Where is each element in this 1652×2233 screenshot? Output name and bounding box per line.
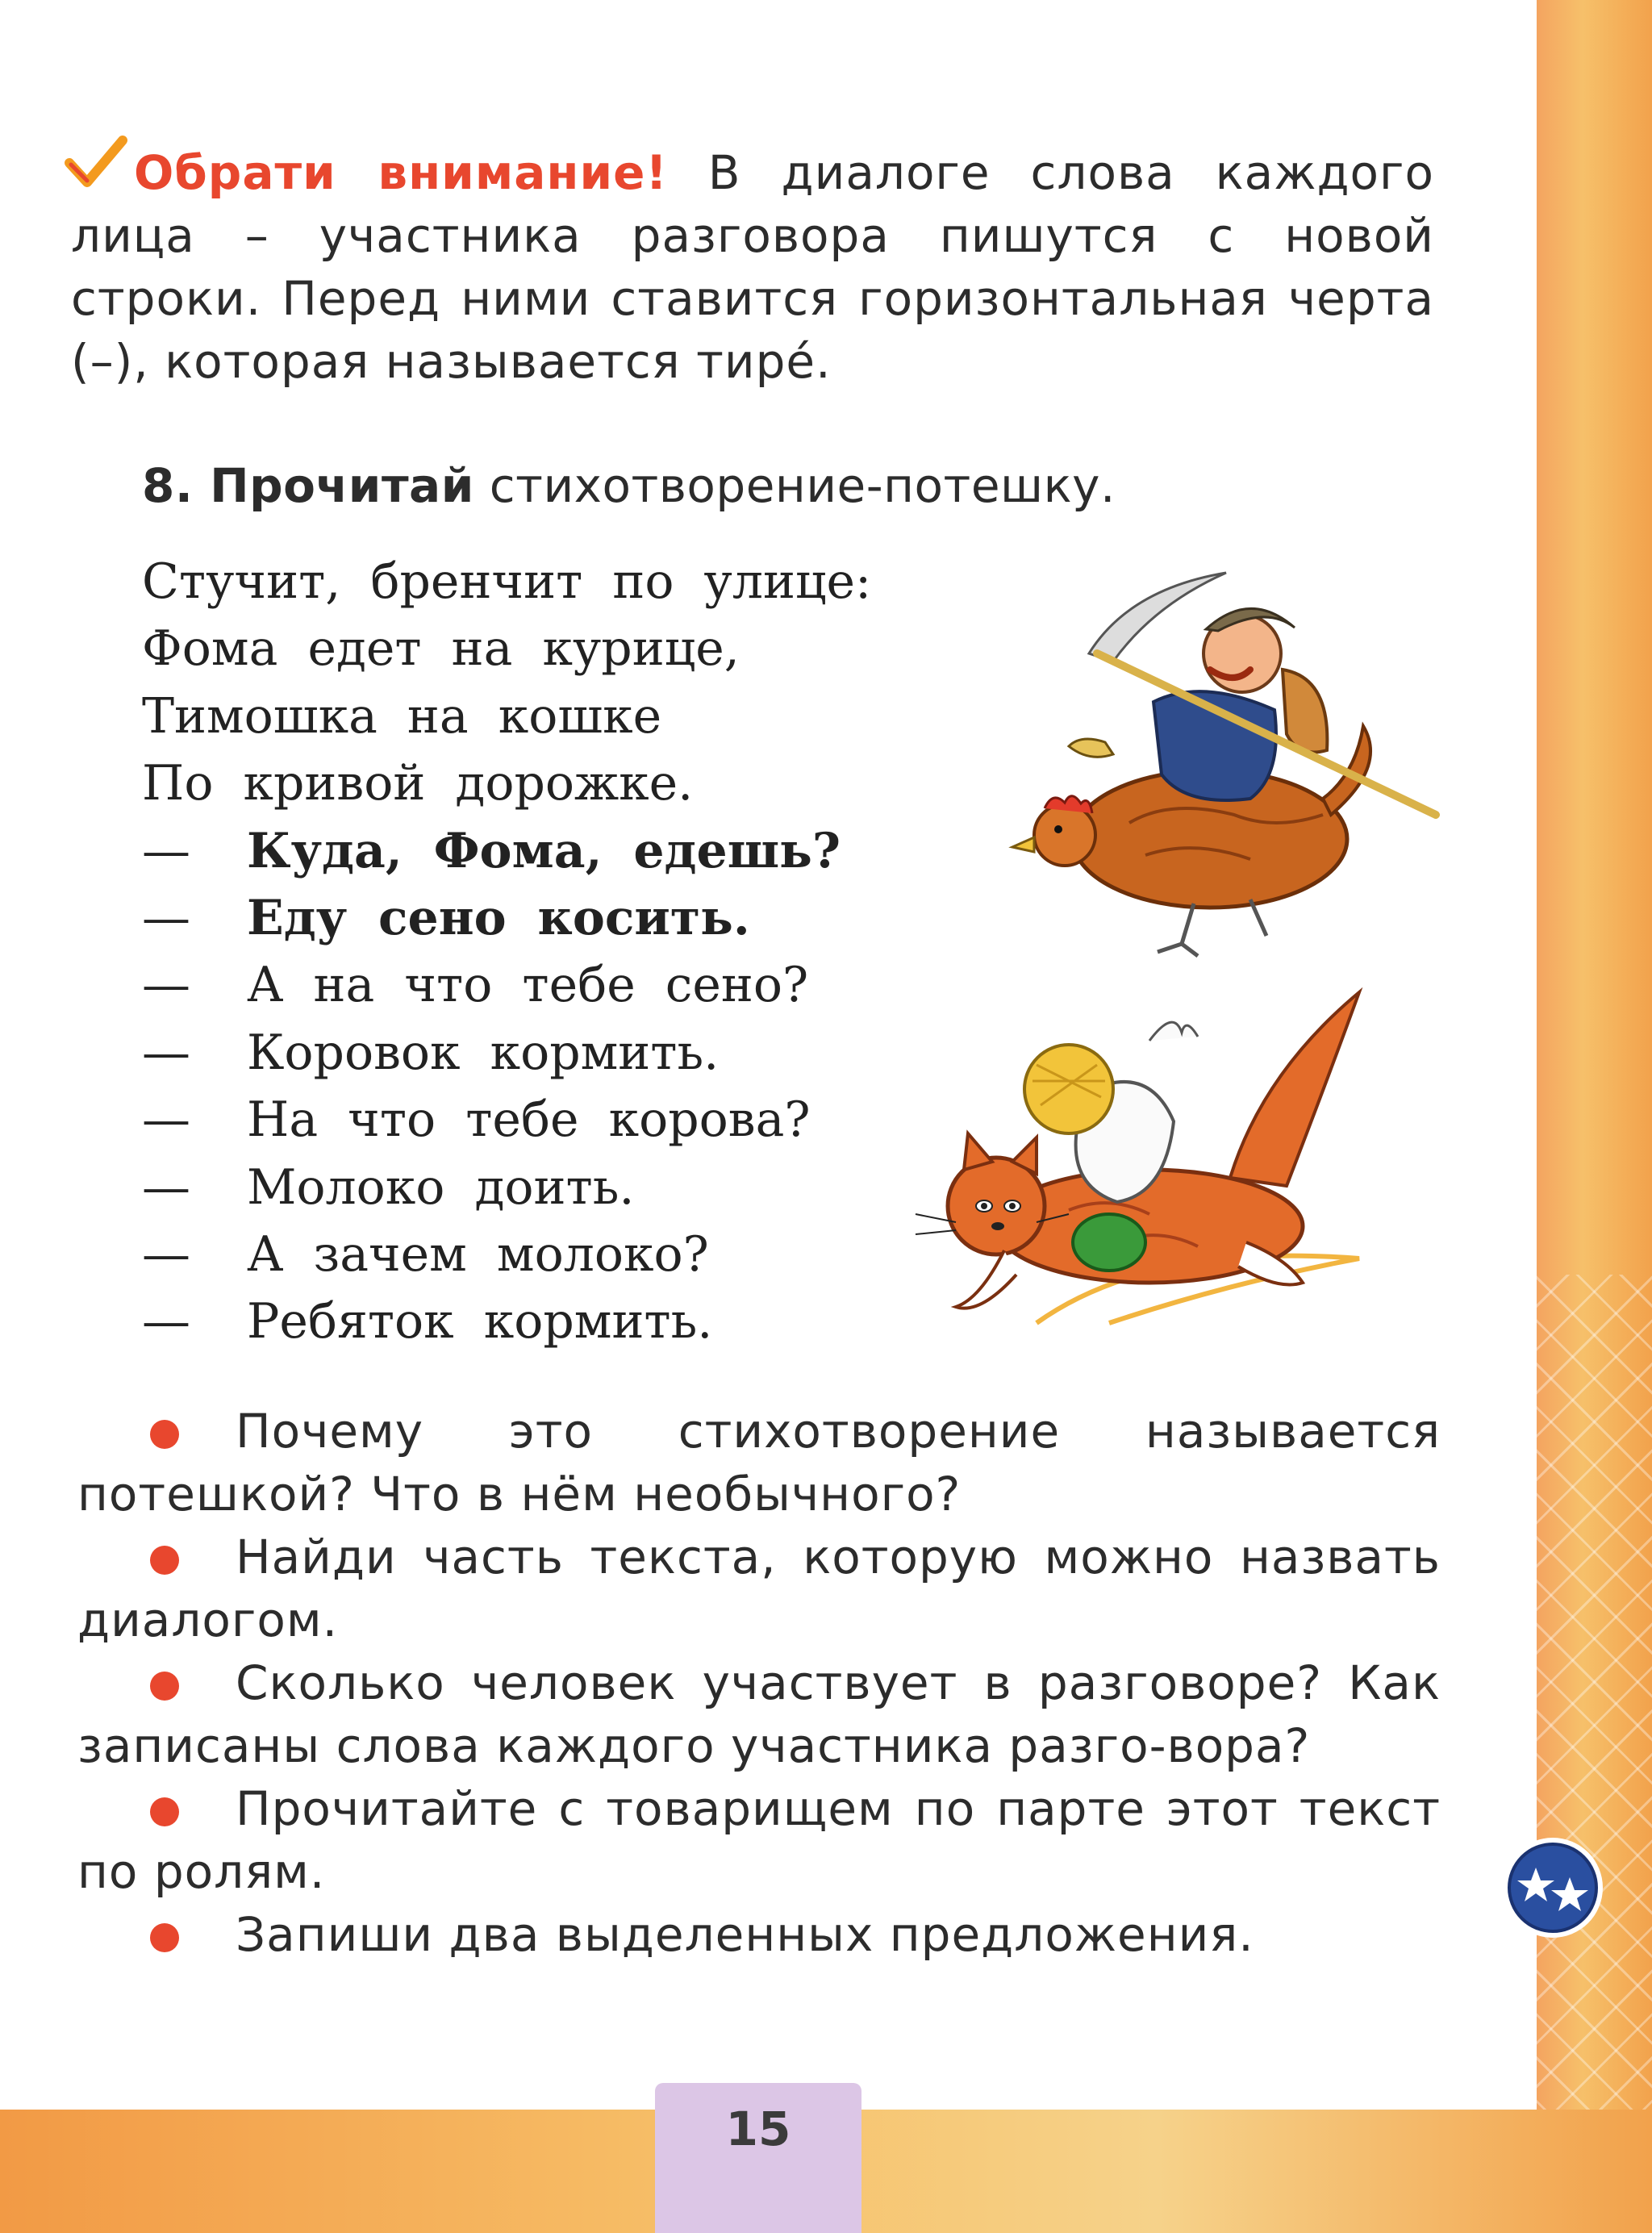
- timoshka-on-cat-illustration: [907, 976, 1375, 1347]
- questions-list: [77, 1400, 1441, 1966]
- poem: [142, 549, 871, 1356]
- dialog-line: [142, 1221, 871, 1288]
- question-item: [77, 1526, 1441, 1651]
- question-text: Найди часть текста, которую можно назвать диалогом.: [77, 1530, 1441, 1647]
- page-number: 15: [725, 2102, 791, 2156]
- red-bullet-icon: [150, 1923, 179, 1952]
- question-text: Запиши два выделенных предложения.: [236, 1907, 1254, 1962]
- dialog-text: Молоко доить.: [247, 1158, 635, 1216]
- dialog-text: Коровок кормить.: [247, 1024, 720, 1081]
- dialog-dash: —: [142, 1293, 190, 1350]
- dialog-text-highlighted: Еду сено косить.: [247, 889, 750, 946]
- dialog-text-highlighted: Куда, Фома, едешь?: [247, 822, 841, 879]
- question-item: [77, 1400, 1441, 1526]
- red-bullet-icon: [150, 1546, 179, 1575]
- dialog-line: [142, 885, 871, 952]
- notice-title: Обрати внимание!: [134, 145, 668, 200]
- red-bullet-icon: [150, 1797, 179, 1826]
- poem-line: По кривой дорожке.: [142, 755, 694, 812]
- dialog-line: [142, 1020, 871, 1087]
- question-text: Почему это стихотворение называется потешкой? Что в нём необычного?: [77, 1404, 1441, 1521]
- dialog-line: [142, 1154, 871, 1221]
- dialog-text: А на что тебе сено?: [247, 957, 809, 1014]
- question-text: Сколько человек участвует в разговоре? Как записаны слова каждого участника разго-вора?: [77, 1655, 1441, 1773]
- dialog-dash: —: [142, 1091, 190, 1149]
- dialog-line: [142, 1087, 871, 1154]
- dialog-line: [142, 1288, 871, 1355]
- task-number-verb: 8. Прочитай: [142, 458, 474, 513]
- dialog-dash: —: [142, 889, 190, 946]
- question-item: [77, 1651, 1441, 1777]
- dialog-line: [142, 818, 871, 885]
- dialog-text: Ребяток кормить.: [247, 1293, 713, 1350]
- foma-on-hen-illustration: [1008, 557, 1444, 960]
- dialog-text: А зачем молоко?: [247, 1225, 709, 1283]
- two-stars-icon: [1500, 1835, 1605, 1940]
- notice-paragraph: [71, 141, 1434, 393]
- dialog-dash: —: [142, 1225, 190, 1283]
- question-text: Прочитайте с товарищем по парте этот текст по ролям.: [77, 1781, 1441, 1899]
- dialog-line: [142, 952, 871, 1019]
- task-heading: [142, 458, 1116, 513]
- question-item: [77, 1903, 1441, 1966]
- red-bullet-icon: [150, 1420, 179, 1449]
- dialog-dash: —: [142, 957, 190, 1014]
- dialog-dash: —: [142, 822, 190, 879]
- notice-text: В диалоге слова каждого лица – участника разговора пишутся с новой строки. Перед ними ставится горизонтальная черта (–), которая называется тирé.: [71, 145, 1434, 389]
- poem-line: Стучит, бренчит по улице:: [142, 553, 872, 610]
- poem-line: Тимошка на кошке: [142, 687, 662, 745]
- dialog-text: На что тебе корова?: [247, 1091, 811, 1149]
- question-item: [77, 1777, 1441, 1903]
- dialog-dash: —: [142, 1024, 190, 1081]
- dialog-dash: —: [142, 1158, 190, 1216]
- poem-line: Фома едет на курице,: [142, 620, 740, 678]
- task-heading-rest: стихотворение-потешку.: [473, 458, 1116, 513]
- red-bullet-icon: [150, 1672, 179, 1701]
